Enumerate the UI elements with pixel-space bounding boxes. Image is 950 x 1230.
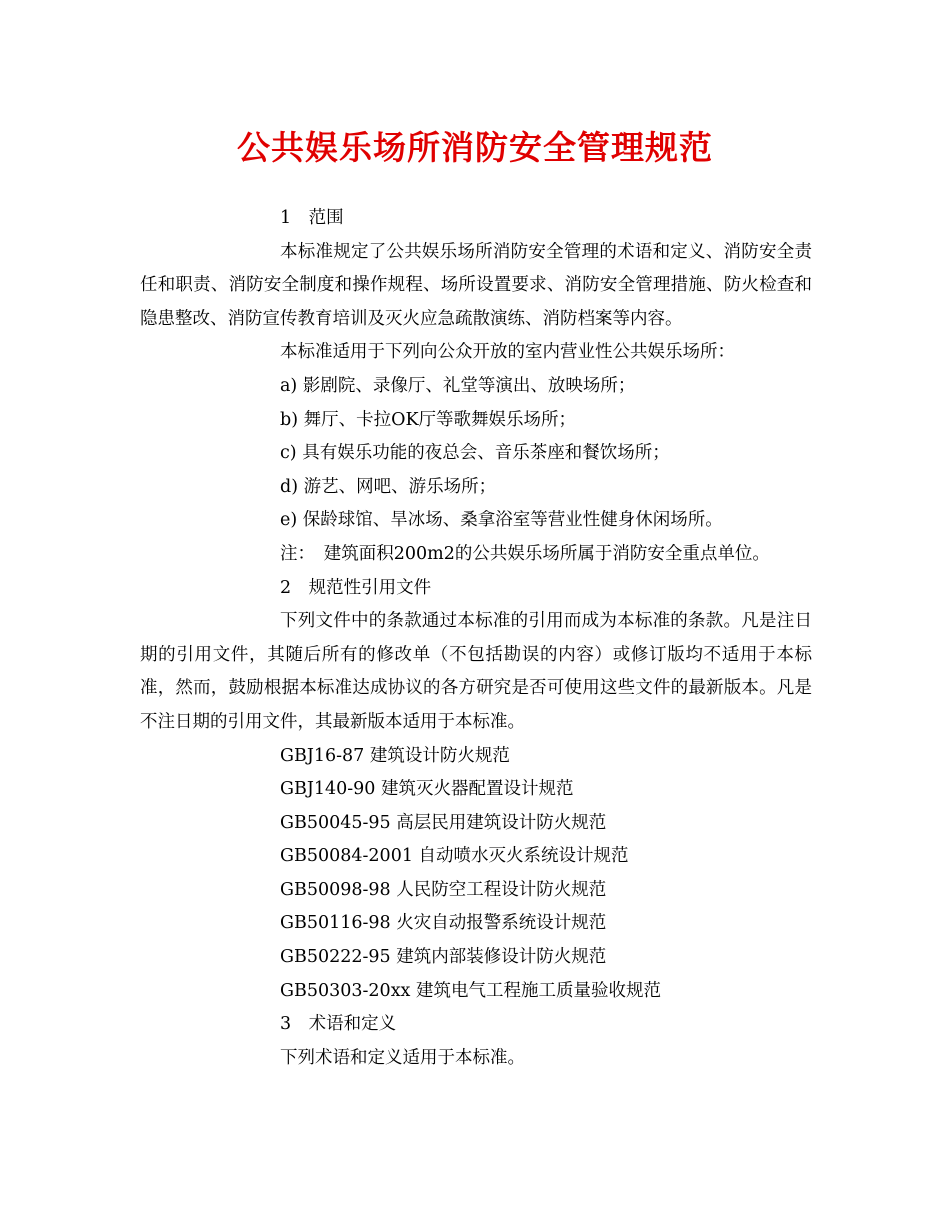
document-title: 公共娱乐场所消防安全管理规范 xyxy=(237,128,713,167)
scope-note: 注： 建筑面积200m2的公共娱乐场所属于消防安全重点单位。 xyxy=(280,543,770,564)
scope-paragraph-2: 本标准适用于下列向公众开放的室内营业性公共娱乐场所： xyxy=(280,342,735,363)
scope-paragraph-1: 本标准规定了公共娱乐场所消防安全管理的术语和定义、消防安全责任和职责、消防安全制度和操作规程、场所设置要求、消防安全管理措施、防火检查和隐患整改、消防宣传教育培训及灭火应急疏散演练、消防档案等内容。 xyxy=(140,241,812,329)
scope-list-item-c: c) 具有娱乐功能的夜总会、音乐茶座和餐饮场所； xyxy=(280,443,670,464)
scope-list-item-e: e) 保龄球馆、旱冰场、桑拿浴室等营业性健身休闲场所。 xyxy=(280,510,723,531)
references-paragraph: 下列文件中的条款通过本标准的引用而成为本标准的条款。凡是注日期的引用文件，其随后所有的修改单（不包括勘误的内容）或修订版均不适用于本标准，然而，鼓励根据本标准达成协议的各方研究是否可使用这些文件的最新版本。凡是不注日期的引用文件，其最新版本适用于本标准。 xyxy=(140,611,812,732)
reference-item: GB50222-95 建筑内部装修设计防火规范 xyxy=(280,947,607,968)
reference-item: GB50098-98 人民防空工程设计防火规范 xyxy=(280,879,607,900)
section-heading-terms: 3 术语和定义 xyxy=(280,1014,397,1035)
reference-item: GB50303-20xx 建筑电气工程施工质量验收规范 xyxy=(280,980,661,1001)
reference-item: GB50084-2001 自动喷水灭火系统设计规范 xyxy=(280,846,629,867)
section-heading-scope: 1 范围 xyxy=(280,208,344,228)
scope-list-item-b: b) 舞厅、卡拉OK厅等歌舞娱乐场所； xyxy=(280,409,577,430)
reference-item: GBJ140-90 建筑灭火器配置设计规范 xyxy=(280,779,574,800)
scope-list-item-d: d) 游艺、网吧、游乐场所； xyxy=(280,476,497,497)
scope-list-item-a: a) 影剧院、录像厅、礼堂等演出、放映场所； xyxy=(280,375,636,396)
reference-item: GB50116-98 火灾自动报警系统设计规范 xyxy=(280,913,607,934)
reference-item: GBJ16-87 建筑设计防火规范 xyxy=(280,745,510,766)
terms-paragraph: 下列术语和定义适用于本标准。 xyxy=(280,1047,525,1068)
section-heading-normative-references: 2 规范性引用文件 xyxy=(280,577,432,598)
document-body xyxy=(140,202,812,1075)
reference-item: GB50045-95 高层民用建筑设计防火规范 xyxy=(280,812,607,833)
